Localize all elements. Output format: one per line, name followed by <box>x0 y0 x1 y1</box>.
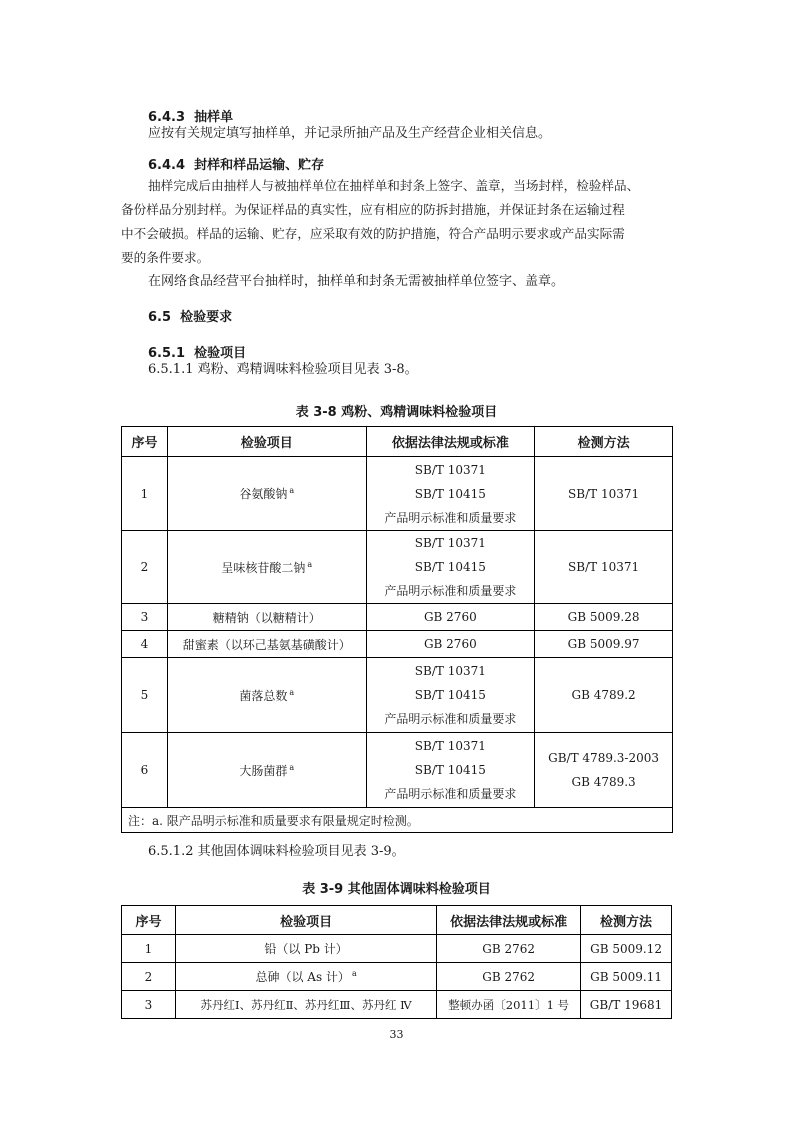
row-item: 苏丹红Ⅰ、苏丹红Ⅱ、苏丹红Ⅲ、苏丹红 Ⅳ <box>175 991 436 1019</box>
header-method: 检测方法 <box>535 427 673 457</box>
paragraph-6-4-4-line-2: 备份样品分别封样。为保证样品的真实性，应有相应的防拆封措施，并保证封条在运输过程 <box>121 202 625 217</box>
row-item: 甜蜜素（以环己基氨基磺酸计） <box>167 631 366 658</box>
heading-6-5: 6.5 检验要求 <box>148 310 233 325</box>
table-3-9 <box>121 905 672 1019</box>
table-row <box>122 733 673 808</box>
row-basis: GB 2760 <box>366 604 535 631</box>
row-item: 糖精钠（以糖精计） <box>167 604 366 631</box>
table-row <box>122 991 672 1019</box>
table-row <box>122 963 672 991</box>
row-no: 1 <box>122 457 168 531</box>
row-method: GB/T 19681 <box>581 991 672 1019</box>
row-basis: SB/T 10371 SB/T 10415 产品明示标准和质量要求 <box>366 658 535 733</box>
row-basis: SB/T 10371 SB/T 10415 产品明示标准和质量要求 <box>366 531 535 604</box>
heading-6-4-3: 6.4.3 抽样单 <box>148 110 234 125</box>
row-item: 铅（以 Pb 计） <box>175 935 436 963</box>
header-no: 序号 <box>122 427 168 457</box>
row-basis: GB 2760 <box>366 631 535 658</box>
row-item: 总砷（以 As 计） $^a$ <box>175 963 436 991</box>
row-no: 1 <box>122 935 176 963</box>
header-item: 检验项目 <box>167 427 366 457</box>
paragraph-6-4-3: 应按有关规定填写抽样单，并记录所抽产品及生产经营企业相关信息。 <box>148 126 552 141</box>
table-3-9-caption: 表 3-9 其他固体调味料检验项目 <box>302 882 491 897</box>
row-method: SB/T 10371 <box>535 457 673 531</box>
row-method: GB 5009.11 <box>581 963 672 991</box>
table-header-row <box>122 906 672 935</box>
row-method: GB 5009.12 <box>581 935 672 963</box>
page-number: 33 <box>389 1028 404 1041</box>
row-no: 6 <box>122 733 168 808</box>
row-basis: 整顿办函〔2011〕1 号 <box>437 991 581 1019</box>
table-row <box>122 631 673 658</box>
table-row <box>122 658 673 733</box>
row-method: GB 5009.97 <box>535 631 673 658</box>
row-basis: GB 2762 <box>437 935 581 963</box>
row-method: GB 4789.2 <box>535 658 673 733</box>
row-basis: GB 2762 <box>437 963 581 991</box>
row-method: SB/T 10371 <box>535 531 673 604</box>
paragraph-online-sampling: 在网络食品经营平台抽样时，抽样单和封条无需被抽样单位签字、盖章。 <box>148 274 565 289</box>
row-no: 3 <box>122 604 168 631</box>
row-no: 5 <box>122 658 168 733</box>
row-basis: SB/T 10371 SB/T 10415 产品明示标准和质量要求 <box>366 733 535 808</box>
table-row <box>122 531 673 604</box>
header-method: 检测方法 <box>581 906 672 935</box>
row-item: 谷氨酸钠 $^a$ <box>167 457 366 531</box>
paragraph-6-4-4-line-1: 抽样完成后由抽样人与被抽样单位在抽样单和封条上签字、盖章，当场封样，检验样品、 <box>148 178 640 193</box>
table-note: 注：a. 限产品明示标准和质量要求有限量规定时检测。 <box>122 808 673 833</box>
paragraph-6-5-1-2: 6.5.1.2 其他固体调味料检验项目见表 3-9。 <box>148 844 405 859</box>
row-no: 4 <box>122 631 168 658</box>
table-header-row <box>122 427 673 457</box>
row-basis: SB/T 10371 SB/T 10415 产品明示标准和质量要求 <box>366 457 535 531</box>
header-basis: 依据法律法规或标准 <box>366 427 535 457</box>
row-method: GB 5009.28 <box>535 604 673 631</box>
row-no: 2 <box>122 531 168 604</box>
table-3-8 <box>121 426 673 833</box>
row-item: 大肠菌群 $^a$ <box>167 733 366 808</box>
table-note-row <box>122 808 673 833</box>
row-no: 3 <box>122 991 176 1019</box>
header-no: 序号 <box>122 906 176 935</box>
row-item: 呈味核苷酸二钠 $^a$ <box>167 531 366 604</box>
header-basis: 依据法律法规或标准 <box>437 906 581 935</box>
paragraph-6-4-4-line-3: 中不会破损。样品的运输、贮存，应采取有效的防护措施，符合产品明示要求或产品实际需 <box>121 226 625 241</box>
heading-6-5-1: 6.5.1 检验项目 <box>148 346 247 361</box>
header-item: 检验项目 <box>175 906 436 935</box>
row-item: 菌落总数 $^a$ <box>167 658 366 733</box>
heading-6-4-4: 6.4.4 封样和样品运输、贮存 <box>148 158 325 173</box>
row-method: GB/T 4789.3-2003 GB 4789.3 <box>535 733 673 808</box>
table-3-8-caption: 表 3-8 鸡粉、鸡精调味料检验项目 <box>295 405 498 420</box>
table-row <box>122 935 672 963</box>
table-row <box>122 604 673 631</box>
paragraph-6-4-4-line-4: 要的条件要求。 <box>121 250 210 265</box>
row-no: 2 <box>122 963 176 991</box>
paragraph-6-5-1-1: 6.5.1.1 鸡粉、鸡精调味料检验项目见表 3-8。 <box>148 362 418 377</box>
table-row <box>122 457 673 531</box>
